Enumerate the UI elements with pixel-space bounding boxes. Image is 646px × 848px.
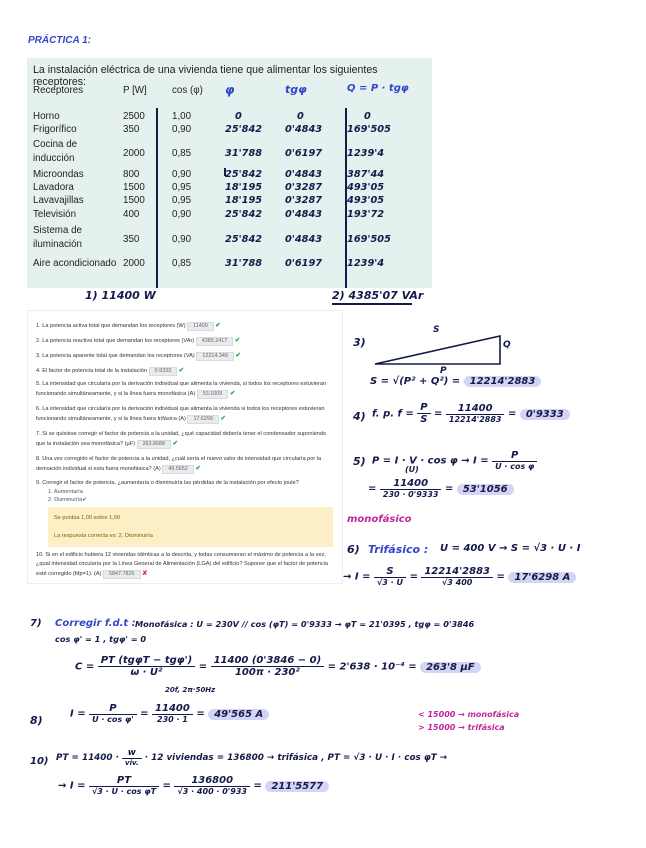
denominator: √3 400 bbox=[441, 578, 473, 587]
question-text: 5. La intensidad que circularía por la derivación individual que alimenta la vivienda, si todos los receptores estuvieran funcionando simultáneamente, y si la línea fuera monofásica (A) bbox=[36, 381, 327, 397]
quiz-item bbox=[36, 380, 336, 399]
question-text: 6. La intensidad que circularía por la derivación individual que alimenta la vivienda si todos los receptores estuvieran funcionando simultáneamente, y si la línea fuera trifásica (A) bbox=[36, 406, 325, 422]
step-10-formula: → I = $\frac{PT}{\text{√3 · U · cos φT}}$ = $\frac{136800}{√3 \cdot 400 \cdot 0'933}$ = 211'5577 bbox=[58, 775, 329, 796]
quiz-item bbox=[36, 430, 336, 449]
step-7-formula: C = $\frac{\text{PT (tgφT − tgφ')}}{\text{ω · U²}}$ = $\frac{11400 (0'3846 - 0)}{\text{100π · 230²}}$ = 2'638 · 10⁻⁴ = 263'8 µF bbox=[75, 655, 481, 678]
step-6-eq: U = 400 V → S = √3 · U · I bbox=[440, 543, 581, 554]
answer-field[interactable]: 17.6299 bbox=[187, 415, 219, 424]
cell-q: 493'05 bbox=[347, 182, 385, 193]
cell-cos: 0,90 bbox=[172, 234, 192, 245]
numerator: P bbox=[417, 402, 430, 414]
numerator: PT bbox=[89, 775, 159, 787]
step-4-formula: f. p. f = $\frac{P}{S}$ = $\frac{11400}{12214'2883}$ = 0'9333 bbox=[372, 402, 570, 425]
feedback-score: Se puntúa 1,00 sobre 1,00 bbox=[54, 515, 120, 521]
cell-phi: 31'788 bbox=[225, 258, 263, 269]
fraction bbox=[98, 655, 196, 678]
cell-tgphi: 0'4843 bbox=[285, 124, 323, 135]
fraction bbox=[446, 403, 505, 424]
fraction bbox=[374, 566, 406, 587]
fraction bbox=[380, 478, 442, 499]
step-5-formula bbox=[372, 450, 537, 471]
result-highlight: 53'1056 bbox=[457, 484, 514, 495]
page-title: PRÁCTICA 1: bbox=[28, 35, 91, 46]
step-6-formula: → I = $\frac{S}{√3 \cdot U}$ = $\frac{12214'2883}{√3 400}$ = 17'6298 A bbox=[343, 566, 576, 587]
cell-name: Cocina de inducción bbox=[33, 139, 78, 164]
numerator: PT (tgφT − tgφ') bbox=[98, 655, 196, 667]
cell-cos: 1,00 bbox=[172, 111, 192, 122]
fraction bbox=[492, 450, 537, 471]
cell-q: 493'05 bbox=[347, 195, 385, 206]
cell-q: 0 bbox=[364, 111, 371, 122]
cell-p: 2000 bbox=[123, 258, 145, 269]
equals-sign: = bbox=[368, 483, 377, 495]
step-3-formula bbox=[370, 376, 541, 387]
triangle-label-q: Q bbox=[503, 340, 511, 350]
equals-sign: = bbox=[409, 571, 418, 583]
answer-field[interactable]: 11400 bbox=[187, 322, 214, 331]
cell-name: Microondas bbox=[33, 169, 84, 180]
cell-phi: 25'842 bbox=[225, 209, 263, 220]
fraction bbox=[89, 775, 159, 796]
header-receptores: Receptores bbox=[33, 85, 84, 96]
step-6-label: 6) bbox=[347, 543, 360, 556]
cell-tgphi: 0 bbox=[297, 111, 304, 122]
quiz-item bbox=[36, 321, 336, 331]
step-7-title: Corregir f.d.t : bbox=[55, 618, 136, 629]
formula-text: f. p. f = bbox=[372, 408, 414, 420]
cell-tgphi: 0'3287 bbox=[285, 195, 323, 206]
cell-name: Horno bbox=[33, 111, 60, 122]
formula-text: = 2'638 · 10⁻⁴ = bbox=[327, 661, 417, 673]
cell-p: 1500 bbox=[123, 182, 145, 193]
question-text: 8. Una vez corregido el factor de potencia a la unidad, ¿cuál sería el nuevo valor de intensidad que circularía por la derivación individual si esta fuera monofásica? (A) bbox=[36, 456, 322, 472]
denominator: ω · U² bbox=[130, 667, 163, 678]
answer-field[interactable]: 53.1009 bbox=[197, 390, 229, 399]
denominator: U · cos φ bbox=[495, 462, 535, 471]
quiz-item bbox=[36, 351, 336, 361]
cell-cos: 0,90 bbox=[172, 209, 192, 220]
question-text: 7. Si se quisiese corregir el factor de potencia a la unidad, ¿qué capacidad debería tener el condensador suponiendo que la instalación sea monofásica? (µF) bbox=[36, 431, 327, 447]
denominator: √3 · 400 · 0'933 bbox=[177, 787, 247, 796]
result-highlight: 0'9333 bbox=[520, 409, 570, 420]
quiz-item bbox=[36, 455, 336, 474]
divider-line bbox=[156, 108, 158, 288]
fraction bbox=[89, 703, 137, 724]
quiz-option[interactable]: 1. Aumentaría bbox=[48, 489, 83, 495]
formula-text: P = I · V · cos φ → I = bbox=[372, 455, 489, 467]
cell-phi: 25'842 bbox=[225, 234, 263, 245]
formula-text: C = bbox=[75, 661, 95, 673]
fraction bbox=[211, 655, 325, 678]
cell-p: 2500 bbox=[123, 111, 145, 122]
question-text: 1. La potencia activa total que demandan los receptores (W) bbox=[36, 323, 186, 329]
check-icon: ✔ bbox=[215, 322, 221, 329]
step-4-label: 4) bbox=[353, 410, 366, 423]
cell-phi: 31'788 bbox=[225, 148, 263, 159]
header-tgphi: tgφ bbox=[285, 83, 307, 96]
cell-cos: 0,85 bbox=[172, 258, 192, 269]
cell-tgphi: 0'4843 bbox=[285, 234, 323, 245]
answer-field[interactable]: 0.9333 bbox=[149, 367, 178, 376]
cell-tgphi: 0'6197 bbox=[285, 148, 323, 159]
check-icon: ✔ bbox=[235, 352, 241, 359]
denominator: viv. bbox=[125, 759, 139, 767]
denominator: √3 · U bbox=[376, 578, 403, 587]
denominator: U · cos φ' bbox=[92, 715, 134, 724]
cell-q: 193'72 bbox=[347, 209, 385, 220]
cell-name: Lavavajillas bbox=[33, 195, 84, 206]
numerator: 11400 bbox=[446, 403, 505, 415]
denominator: √3 · U · cos φT bbox=[91, 787, 157, 796]
quiz-option-selected[interactable]: 2. Disminuiría✔ bbox=[48, 497, 87, 503]
underline bbox=[332, 303, 412, 305]
table-row bbox=[27, 138, 432, 164]
question-text: 9. Corregir el factor de potencia, ¿aumentaría o disminuiría las pérdidas de la instalación por efecto joule? bbox=[36, 480, 299, 486]
total-q: 2) 4385'07 VAr bbox=[332, 289, 424, 302]
formula-text: → I = bbox=[343, 571, 371, 583]
result-highlight: 12214'2883 bbox=[464, 376, 542, 387]
header-p: P [W] bbox=[123, 85, 147, 96]
quiz-results-panel bbox=[27, 310, 343, 584]
result-highlight: 49'565 A bbox=[208, 709, 269, 720]
cell-tgphi: 0'4843 bbox=[285, 169, 323, 180]
step-5-label: 5) bbox=[353, 455, 366, 468]
feedback-box bbox=[48, 507, 333, 547]
cell-name: Lavadora bbox=[33, 182, 74, 193]
question-text: 2. La potencia reactiva total que demandan los receptores (VAr) bbox=[36, 338, 195, 344]
step-7-line1: Monofásica : U = 230V // cos (φT) = 0'9333 → φT = 21'0395 , tgφ = 0'3846 bbox=[135, 619, 475, 629]
denominator: S bbox=[420, 414, 428, 425]
cell-phi: 18'195 bbox=[225, 182, 263, 193]
fraction bbox=[122, 748, 142, 767]
cell-q: 387'44 bbox=[347, 169, 385, 180]
fraction bbox=[421, 566, 493, 587]
cell-cos: 0,85 bbox=[172, 148, 192, 159]
quiz-item bbox=[36, 479, 336, 488]
cell-tgphi: 0'6197 bbox=[285, 258, 323, 269]
fraction bbox=[174, 775, 250, 796]
answer-field[interactable]: 5847.7826 bbox=[103, 570, 140, 579]
step-5-result: = $\frac{11400}{230 \cdot 0'9333}$ = 53'1056 bbox=[368, 478, 514, 499]
unit-note: (U) bbox=[405, 465, 419, 474]
quiz-item bbox=[36, 551, 336, 579]
step-8-formula: I = $\frac{P}{\text{U · cos φ'}}$ = $\frac{11400}{230 \cdot 1}$ = 49'565 A bbox=[70, 703, 269, 724]
power-triangle bbox=[370, 330, 520, 370]
cell-name: Sistema de iluminación bbox=[33, 225, 83, 250]
numerator: w bbox=[122, 748, 142, 759]
check-icon: ✔ bbox=[220, 415, 226, 422]
total-p: 1) 11400 W bbox=[85, 289, 156, 302]
denominator: 230 · 0'9333 bbox=[382, 490, 439, 499]
cell-phi: 25'842 bbox=[225, 124, 263, 135]
table-caption: La instalación eléctrica de una vivienda tiene que alimentar los siguientes receptores: bbox=[33, 64, 378, 88]
omega-note: 20f, 2π·50Hz bbox=[165, 686, 216, 694]
cell-phi: 25'842 bbox=[225, 169, 263, 180]
threshold-tri: > 15000 → trifásica bbox=[418, 723, 505, 732]
step-6-title: Trifásico : bbox=[368, 543, 429, 556]
question-text: 4. El factor de potencia total de la instalación bbox=[36, 368, 148, 374]
result-highlight: 263'8 µF bbox=[420, 662, 481, 673]
numerator: S bbox=[374, 566, 406, 578]
check-icon: ✔ bbox=[195, 465, 201, 472]
formula-text: → I = bbox=[58, 780, 86, 792]
cell-q: 169'505 bbox=[347, 124, 391, 135]
question-text: 3. La potencia aparente total que demandan los receptores (VA) bbox=[36, 353, 195, 359]
numerator: P bbox=[89, 703, 137, 715]
step-7-label: 7) bbox=[30, 618, 42, 629]
cell-cos: 0,90 bbox=[172, 124, 192, 135]
feedback-correct: La respuesta correcta es: 2. Disminuiría bbox=[54, 533, 153, 539]
answer-field[interactable]: 4385.2417 bbox=[196, 337, 233, 346]
quiz-item bbox=[36, 366, 336, 376]
check-icon: ✔ bbox=[234, 337, 241, 344]
check-icon: ✔ bbox=[229, 390, 236, 397]
formula-text: I = bbox=[70, 708, 86, 720]
cell-name: Aire acondicionado bbox=[33, 258, 117, 269]
step-3-label: 3) bbox=[353, 336, 366, 349]
triangle-label-p: P bbox=[440, 366, 447, 376]
cell-q: 1239'4 bbox=[347, 258, 385, 269]
cell-q: 1239'4 bbox=[347, 148, 385, 159]
cell-q: 169'505 bbox=[347, 234, 391, 245]
step-10-label: 10) bbox=[30, 756, 49, 767]
cell-p: 350 bbox=[123, 234, 140, 245]
cell-name: Televisión bbox=[33, 209, 77, 220]
answer-field[interactable]: 49.5652 bbox=[162, 465, 194, 474]
numerator: 11400 bbox=[380, 478, 442, 490]
cell-p: 2000 bbox=[123, 148, 145, 159]
denominator: 230 · 1 bbox=[157, 715, 188, 724]
check-icon: ✔ bbox=[178, 367, 185, 374]
quiz-item bbox=[36, 405, 336, 424]
answer-field[interactable]: 263.8688 bbox=[137, 440, 171, 449]
cell-name: Frigorífico bbox=[33, 124, 77, 135]
cell-tgphi: 0'3287 bbox=[285, 182, 323, 193]
cell-phi: 0 bbox=[235, 111, 242, 122]
quiz-item bbox=[36, 336, 336, 346]
denominator: 100π · 230² bbox=[234, 667, 300, 678]
step-7-line2: cos φ' = 1 , tgφ' = 0 bbox=[55, 634, 147, 644]
fraction bbox=[417, 402, 430, 425]
denominator: 12214'2883 bbox=[448, 415, 502, 424]
divider-line bbox=[224, 168, 226, 176]
cell-cos: 0,95 bbox=[172, 195, 192, 206]
threshold-mono: < 15000 → monofásica bbox=[418, 710, 520, 719]
cell-tgphi: 0'4843 bbox=[285, 209, 323, 220]
formula-text: PT = 11400 · bbox=[56, 753, 119, 763]
header-q: Q = P · tgφ bbox=[347, 83, 409, 94]
formula-text: · 12 viviendas = 136800 → trifásica , PT = √3 · U · I · cos φT → bbox=[144, 753, 448, 763]
cell-cos: 0,90 bbox=[172, 169, 192, 180]
numerator: 11400 (0'3846 − 0) bbox=[211, 655, 325, 667]
question-text: 10. Si en el edificio hubiera 12 viviendas idénticas a la descrita, y todas consumieran el máximo de potencia a la vez, ¿qual intensidad circularía por la Línea General de Alimentación (LGA) del edificio? Suponer que el factor de potencia esté corregido (fdp=1). (A) bbox=[36, 552, 328, 577]
equals-sign: = bbox=[434, 408, 443, 420]
header-cos: cos (φ) bbox=[172, 85, 203, 96]
header-phi: φ bbox=[225, 83, 235, 97]
cell-p: 1500 bbox=[123, 195, 145, 206]
cell-p: 350 bbox=[123, 124, 140, 135]
formula-text: S = √(P² + Q²) = bbox=[370, 376, 461, 387]
cell-phi: 18'195 bbox=[225, 195, 263, 206]
triangle-label-s: S bbox=[433, 325, 440, 335]
numerator: P bbox=[492, 450, 537, 462]
cell-p: 800 bbox=[123, 169, 140, 180]
cross-icon: ✘ bbox=[142, 570, 148, 577]
monofasico-note: monofásico bbox=[347, 514, 412, 525]
table-row bbox=[27, 224, 432, 250]
numerator: 136800 bbox=[174, 775, 250, 787]
result-highlight: 17'6298 A bbox=[508, 572, 576, 583]
step-8-label: 8) bbox=[30, 714, 43, 727]
result-highlight: 211'5577 bbox=[265, 781, 329, 792]
numerator: 12214'2883 bbox=[421, 566, 493, 578]
cell-cos: 0,95 bbox=[172, 182, 192, 193]
numerator: 11400 bbox=[152, 703, 193, 715]
divider-line bbox=[345, 108, 347, 288]
check-icon: ✔ bbox=[172, 440, 179, 447]
receptors-table bbox=[27, 58, 432, 288]
step-10-line1 bbox=[56, 748, 447, 767]
cell-p: 400 bbox=[123, 209, 140, 220]
answer-field[interactable]: 12214.349 bbox=[196, 352, 233, 361]
fraction bbox=[152, 703, 193, 724]
